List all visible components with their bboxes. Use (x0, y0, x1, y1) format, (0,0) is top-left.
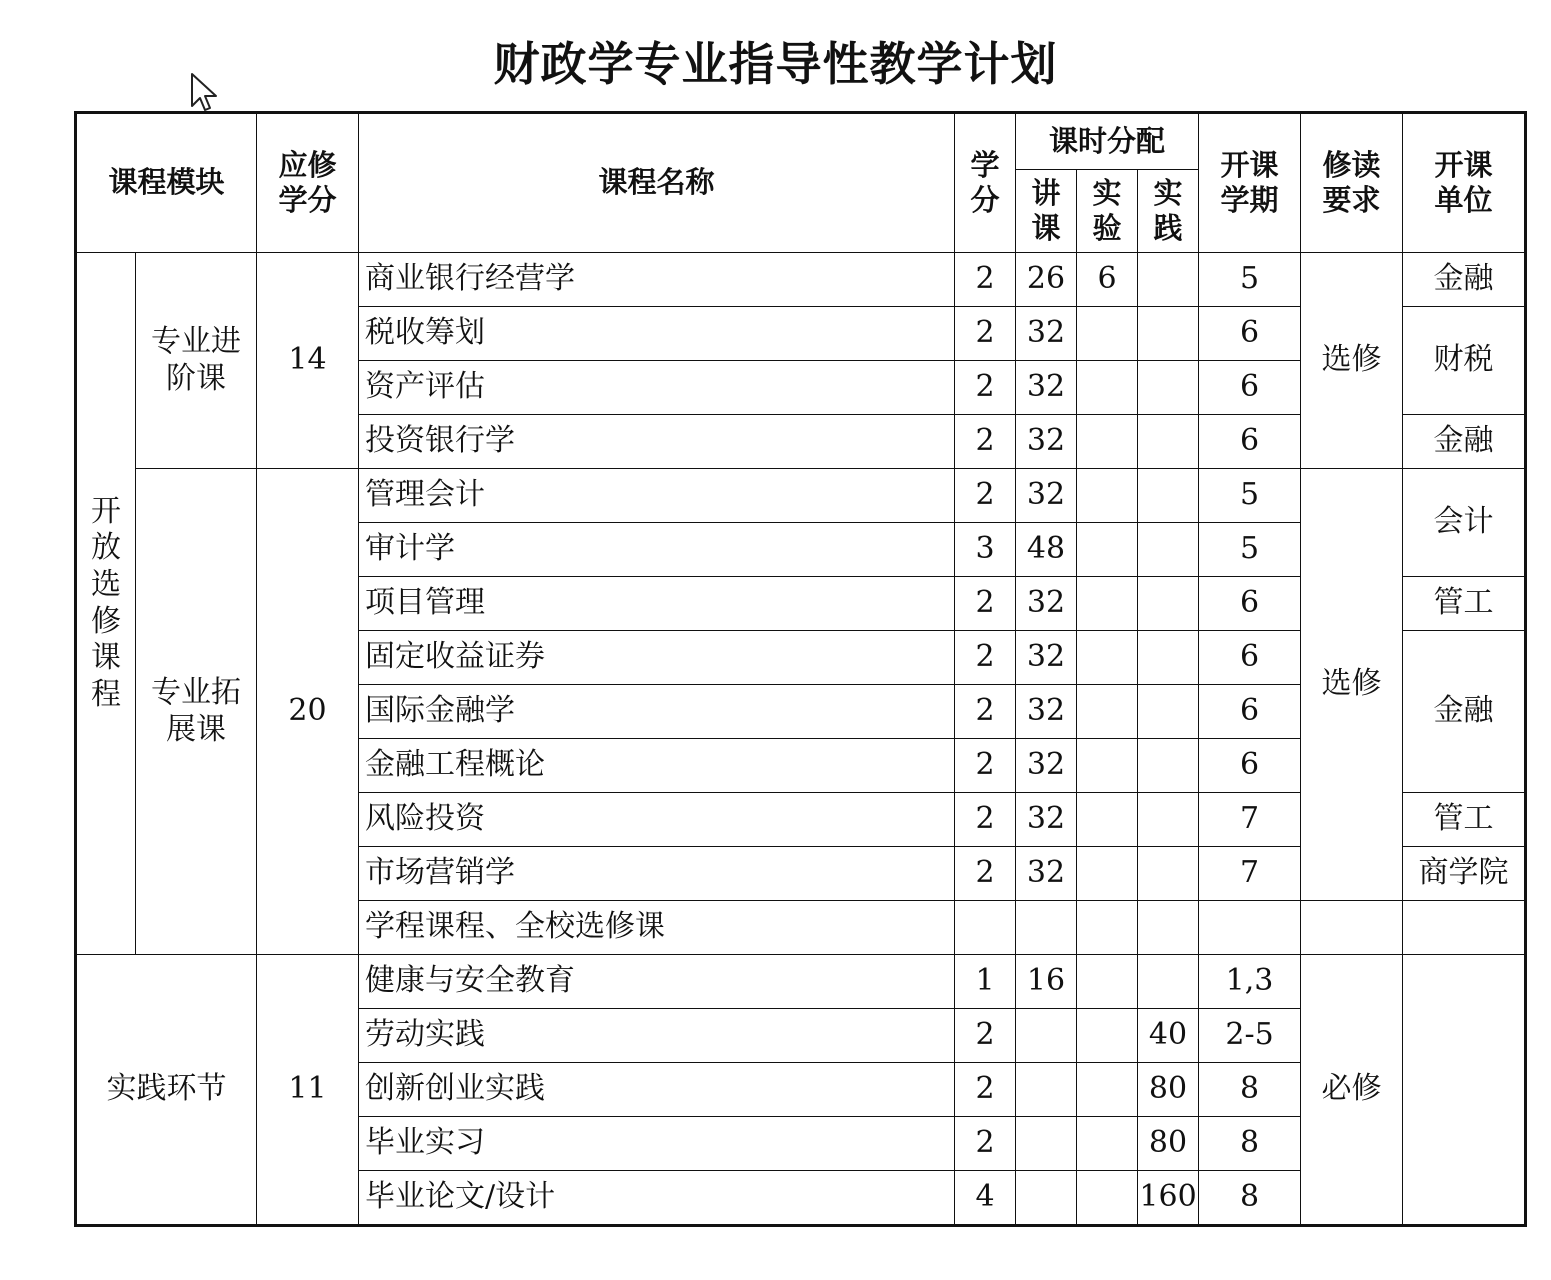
practice-hours (1138, 955, 1199, 1009)
header-department: 开课 单位 (1403, 113, 1526, 253)
lecture-hours: 32 (1016, 577, 1077, 631)
course-name: 创新创业实践 (359, 1063, 955, 1117)
lab-hours (1077, 415, 1138, 469)
table-row (76, 955, 1526, 1009)
header-lab: 实 验 (1077, 170, 1138, 253)
course-name: 毕业实习 (359, 1117, 955, 1171)
lab-hours (1077, 523, 1138, 577)
requirement-advanced: 选修 (1301, 253, 1403, 469)
module-practice-stage: 实践环节 (76, 955, 257, 1226)
semester: 6 (1199, 685, 1301, 739)
requirement-expansion: 选修 (1301, 469, 1403, 901)
lab-hours (1077, 361, 1138, 415)
practice-hours (1138, 901, 1199, 955)
credits: 2 (955, 415, 1016, 469)
department: 管工 (1403, 793, 1526, 847)
lecture-hours: 32 (1016, 739, 1077, 793)
practice-hours (1138, 361, 1199, 415)
page-title: 财政学专业指导性教学计划 (493, 37, 1058, 91)
department (1403, 955, 1526, 1226)
course-name: 项目管理 (359, 577, 955, 631)
department: 管工 (1403, 577, 1526, 631)
semester: 5 (1199, 523, 1301, 577)
department: 会计 (1403, 469, 1526, 577)
header-practice: 实 践 (1138, 170, 1199, 253)
lab-hours: 6 (1077, 253, 1138, 307)
practice-hours (1138, 307, 1199, 361)
department: 财税 (1403, 307, 1526, 415)
lecture-hours: 16 (1016, 955, 1077, 1009)
practice-hours: 40 (1138, 1009, 1199, 1063)
credits: 2 (955, 739, 1016, 793)
course-name: 健康与安全教育 (359, 955, 955, 1009)
header-semester: 开课 学期 (1199, 113, 1301, 253)
lecture-hours: 32 (1016, 307, 1077, 361)
department: 商学院 (1403, 847, 1526, 901)
lab-hours (1077, 1009, 1138, 1063)
credits: 2 (955, 1009, 1016, 1063)
practice-hours (1138, 253, 1199, 307)
practice-hours (1138, 793, 1199, 847)
lab-hours (1077, 1063, 1138, 1117)
semester: 6 (1199, 307, 1301, 361)
lab-hours (1077, 739, 1138, 793)
lecture-hours: 32 (1016, 685, 1077, 739)
lecture-hours (1016, 1117, 1077, 1171)
practice-hours (1138, 685, 1199, 739)
requirement-practice: 必修 (1301, 955, 1403, 1226)
table-row (76, 253, 1526, 307)
semester: 8 (1199, 1063, 1301, 1117)
semester: 5 (1199, 469, 1301, 523)
header-row (76, 113, 1526, 170)
semester: 6 (1199, 361, 1301, 415)
credits: 2 (955, 1063, 1016, 1117)
practice-hours: 160 (1138, 1171, 1199, 1226)
lab-hours (1077, 631, 1138, 685)
department: 金融 (1403, 253, 1526, 307)
table-row (76, 469, 1526, 523)
semester: 1,3 (1199, 955, 1301, 1009)
course-name: 国际金融学 (359, 685, 955, 739)
credits: 2 (955, 307, 1016, 361)
course-name: 固定收益证券 (359, 631, 955, 685)
mouse-pointer-icon (190, 72, 218, 112)
practice-hours (1138, 739, 1199, 793)
lab-hours (1077, 577, 1138, 631)
course-name: 管理会计 (359, 469, 955, 523)
semester: 7 (1199, 847, 1301, 901)
course-name: 商业银行经营学 (359, 253, 955, 307)
lab-hours (1077, 901, 1138, 955)
lab-hours (1077, 469, 1138, 523)
course-name: 投资银行学 (359, 415, 955, 469)
lecture-hours: 32 (1016, 469, 1077, 523)
required-credits-practice: 11 (257, 955, 359, 1226)
semester: 5 (1199, 253, 1301, 307)
credits: 2 (955, 469, 1016, 523)
department: 金融 (1403, 415, 1526, 469)
department: 金融 (1403, 631, 1526, 793)
required-credits-advanced: 14 (257, 253, 359, 469)
course-name: 金融工程概论 (359, 739, 955, 793)
lab-hours (1077, 955, 1138, 1009)
header-requirement: 修读 要求 (1301, 113, 1403, 253)
practice-hours (1138, 847, 1199, 901)
required-credits-expansion: 20 (257, 469, 359, 955)
header-module: 课程模块 (76, 113, 257, 253)
department (1403, 901, 1526, 955)
course-name: 毕业论文/设计 (359, 1171, 955, 1226)
requirement (1301, 901, 1403, 955)
lecture-hours (1016, 1009, 1077, 1063)
practice-hours (1138, 523, 1199, 577)
practice-hours: 80 (1138, 1117, 1199, 1171)
lecture-hours (1016, 1171, 1077, 1226)
course-name: 资产评估 (359, 361, 955, 415)
lab-hours (1077, 1117, 1138, 1171)
practice-hours: 80 (1138, 1063, 1199, 1117)
course-name: 学程课程、全校选修课 (359, 901, 955, 955)
practice-hours (1138, 577, 1199, 631)
credits: 2 (955, 577, 1016, 631)
credits: 2 (955, 793, 1016, 847)
header-credits: 学 分 (955, 113, 1016, 253)
header-required-credits: 应修 学分 (257, 113, 359, 253)
credits: 2 (955, 631, 1016, 685)
lecture-hours: 32 (1016, 847, 1077, 901)
practice-hours (1138, 415, 1199, 469)
practice-hours (1138, 631, 1199, 685)
semester: 8 (1199, 1171, 1301, 1226)
lab-hours (1077, 847, 1138, 901)
header-hours-group: 课时分配 (1016, 113, 1199, 170)
semester: 7 (1199, 793, 1301, 847)
lecture-hours: 32 (1016, 415, 1077, 469)
submodule-advanced: 专业进 阶课 (136, 253, 257, 469)
lab-hours (1077, 307, 1138, 361)
lecture-hours: 32 (1016, 793, 1077, 847)
semester: 8 (1199, 1117, 1301, 1171)
lab-hours (1077, 1171, 1138, 1226)
credits: 4 (955, 1171, 1016, 1226)
lecture-hours: 26 (1016, 253, 1077, 307)
semester (1199, 901, 1301, 955)
semester: 6 (1199, 631, 1301, 685)
credits: 2 (955, 685, 1016, 739)
credits: 1 (955, 955, 1016, 1009)
lecture-hours (1016, 1063, 1077, 1117)
semester: 2-5 (1199, 1009, 1301, 1063)
course-name: 市场营销学 (359, 847, 955, 901)
semester: 6 (1199, 739, 1301, 793)
submodule-expansion: 专业拓 展课 (136, 469, 257, 955)
credits: 3 (955, 523, 1016, 577)
semester: 6 (1199, 415, 1301, 469)
lecture-hours: 32 (1016, 631, 1077, 685)
semester: 6 (1199, 577, 1301, 631)
credits: 2 (955, 253, 1016, 307)
course-name: 审计学 (359, 523, 955, 577)
practice-hours (1138, 469, 1199, 523)
lecture-hours: 48 (1016, 523, 1077, 577)
course-name: 税收筹划 (359, 307, 955, 361)
course-name: 风险投资 (359, 793, 955, 847)
header-lecture: 讲 课 (1016, 170, 1077, 253)
credits: 2 (955, 361, 1016, 415)
lab-hours (1077, 685, 1138, 739)
course-name: 劳动实践 (359, 1009, 955, 1063)
lab-hours (1077, 793, 1138, 847)
module-open-elective: 开 放 选 修 课 程 (76, 253, 136, 955)
header-course-name: 课程名称 (359, 113, 955, 253)
credits: 2 (955, 1117, 1016, 1171)
teaching-plan-table (74, 111, 1527, 1227)
credits (955, 901, 1016, 955)
credits: 2 (955, 847, 1016, 901)
lecture-hours: 32 (1016, 361, 1077, 415)
lecture-hours (1016, 901, 1077, 955)
